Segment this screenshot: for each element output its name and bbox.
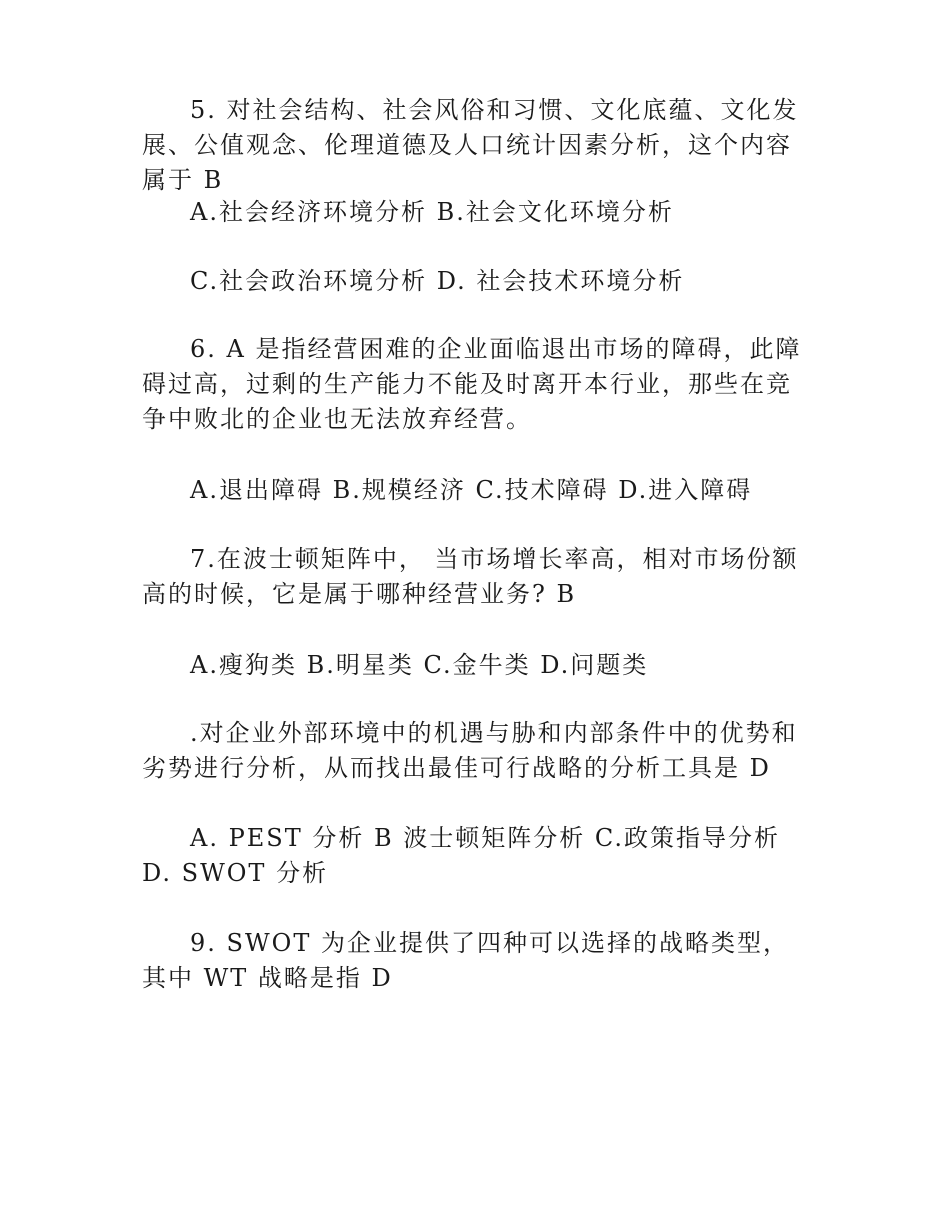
question-7-options: A.瘦狗类 B.明星类 C.金牛类 D.问题类 bbox=[190, 651, 649, 679]
question-5-options-line-1: A.社会经济环境分析 B.社会文化环境分析 bbox=[190, 198, 674, 226]
question-5-stem: 5. 对社会结构、社会风俗和习惯、文化底蕴、文化发展、公值观念、伦理道德及人口统计因素分析，这个内容属于 B bbox=[142, 96, 799, 194]
question-8-stem: .对企业外部环境中的机遇与胁和内部条件中的优势和劣势进行分析，从而找出最佳可行战略的分析工具是 D bbox=[142, 719, 798, 782]
question-7-stem: 7.在波士顿矩阵中， 当市场增长率高，相对市场份额高的时候，它是属于哪种经营业务? B bbox=[142, 545, 799, 608]
question-6-stem: 6. A 是指经营困难的企业面临退出市场的障碍，此障碍过高，过剩的生产能力不能及时离开本行业，那些在竞争中败北的企业也无法放弃经营。 bbox=[142, 335, 802, 433]
question-8-options: A. PEST 分析 B 波士顿矩阵分析 C.政策指导分析 D. SWOT 分析 bbox=[142, 824, 790, 887]
question-5-options-line-2: C.社会政治环境分析 D. 社会技术环境分析 bbox=[190, 267, 685, 295]
question-6-options: A.退出障碍 B.规模经济 C.技术障碍 D.进入障碍 bbox=[190, 476, 753, 504]
question-9-stem: 9. SWOT 为企业提供了四种可以选择的战略类型，其中 WT 战略是指 D bbox=[142, 929, 789, 992]
